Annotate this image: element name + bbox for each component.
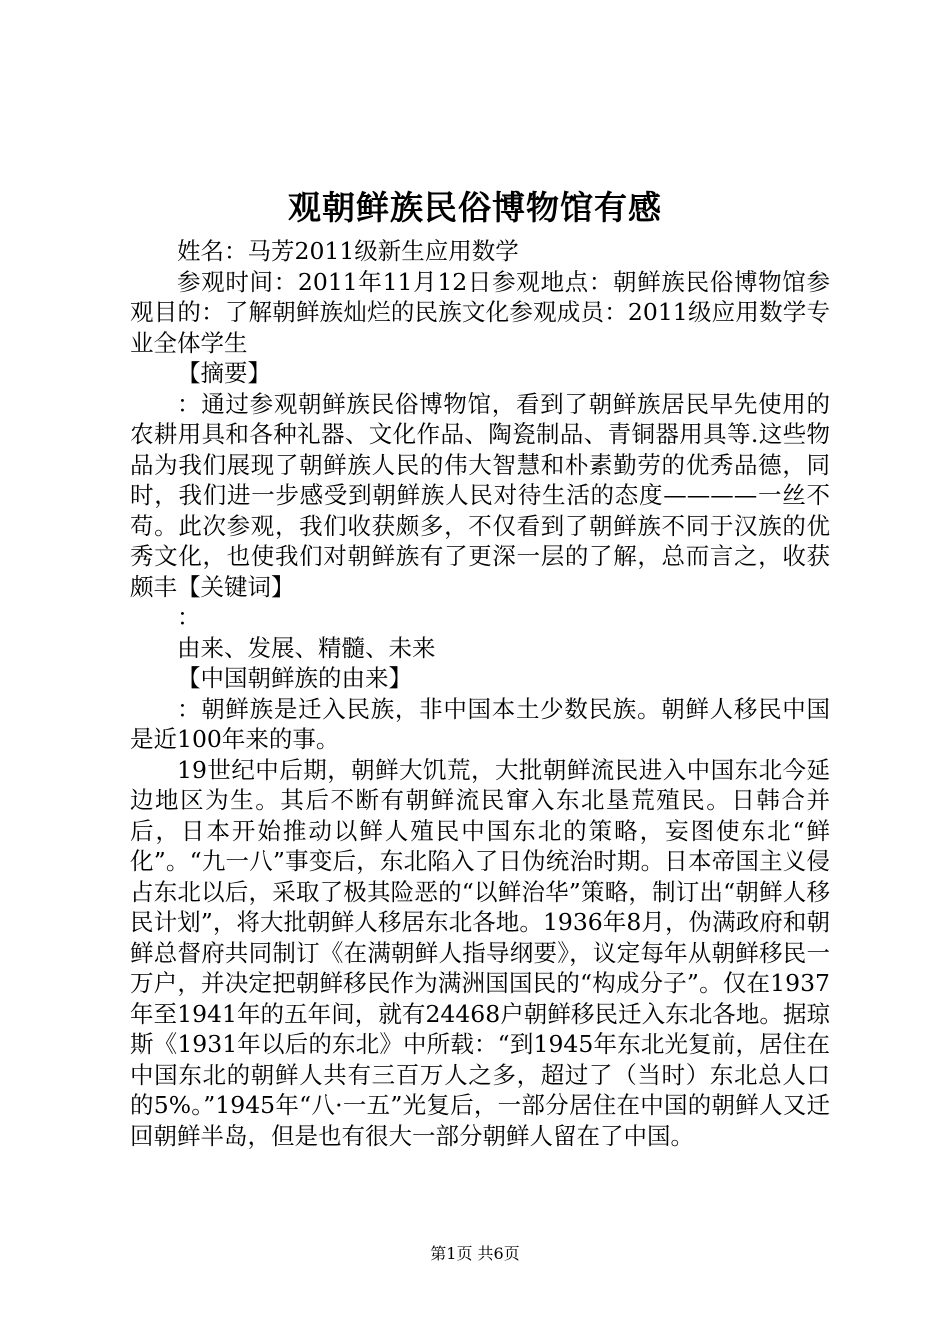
abstract-heading: 【摘要】 <box>177 359 271 387</box>
origin-intro-paragraph: ：朝鲜族是迁入民族，非中国本土少数民族。朝鲜人移民中国是近100年来的事。 <box>130 694 830 753</box>
page-number-footer: 第1页 共6页 <box>430 1244 520 1263</box>
section-heading-origin: 【中国朝鲜族的由来】 <box>177 664 412 692</box>
abstract-paragraph: ：通过参观朝鲜族民俗博物馆，看到了朝鲜族居民早先使用的农耕用具和各种礼器、文化作品、陶瓷制品、青铜器用具等.这些物品为我们展现了朝鲜族人民的伟大智慧和朴素勤劳的优秀品德，同时，我们进一步感受到朝鲜族人民对待生活的态度————一丝不苟。此次参观，我们收获颇多，不仅看到了朝鲜族不同于汉族的优秀文化，也使我们对朝鲜族有了更深一层的了解，总而言之，收获颇丰【关键词】 <box>130 389 830 601</box>
document-body <box>130 236 830 1151</box>
history-paragraph: 19世纪中后期，朝鲜大饥荒，大批朝鲜流民进入中国东北今延边地区为生。其后不断有朝鲜流民窜入东北垦荒殖民。日韩合并后，日本开始推动以鲜人殖民中国东北的策略，妄图使东北“鲜化”。“九一八”事变后，东北陷入了日伪统治时期。日本帝国主义侵占东北以后，采取了极其险恶的“以鲜治华”策略，制订出“朝鲜人移民计划”，将大批朝鲜人移居东北各地。1936年8月，伪满政府和朝鲜总督府共同制订《在满朝鲜人指导纲要》，议定每年从朝鲜移民一万户，并决定把朝鲜移民作为满洲国国民的“构成分子”。仅在1937年至1941年的五年间，就有24468户朝鲜移民迁入东北各地。据琼斯《1931年以后的东北》中所载：“到1945年东北光复前，居住在中国东北的朝鲜人共有三百万人之多，超过了（当时）东北总人口的5%。”1945年“八·一五”光复后，一部分居住在中国的朝鲜人又迁回朝鲜半岛，但是也有很大一部分朝鲜人留在了中国。 <box>130 755 830 1150</box>
author-line: 姓名：马芳2011级新生应用数学 <box>177 237 519 265</box>
keywords-paragraph: 由来、发展、精髓、未来 <box>177 633 436 662</box>
visit-info-paragraph: 参观时间：2011年11月12日参观地点：朝鲜族民俗博物馆参观目的：了解朝鲜族灿烂的民族文化参观成员：2011级应用数学专业全体学生 <box>130 267 830 357</box>
keywords-colon: ： <box>177 603 201 631</box>
document-title: 观朝鲜族民俗博物馆有感 <box>288 188 662 227</box>
